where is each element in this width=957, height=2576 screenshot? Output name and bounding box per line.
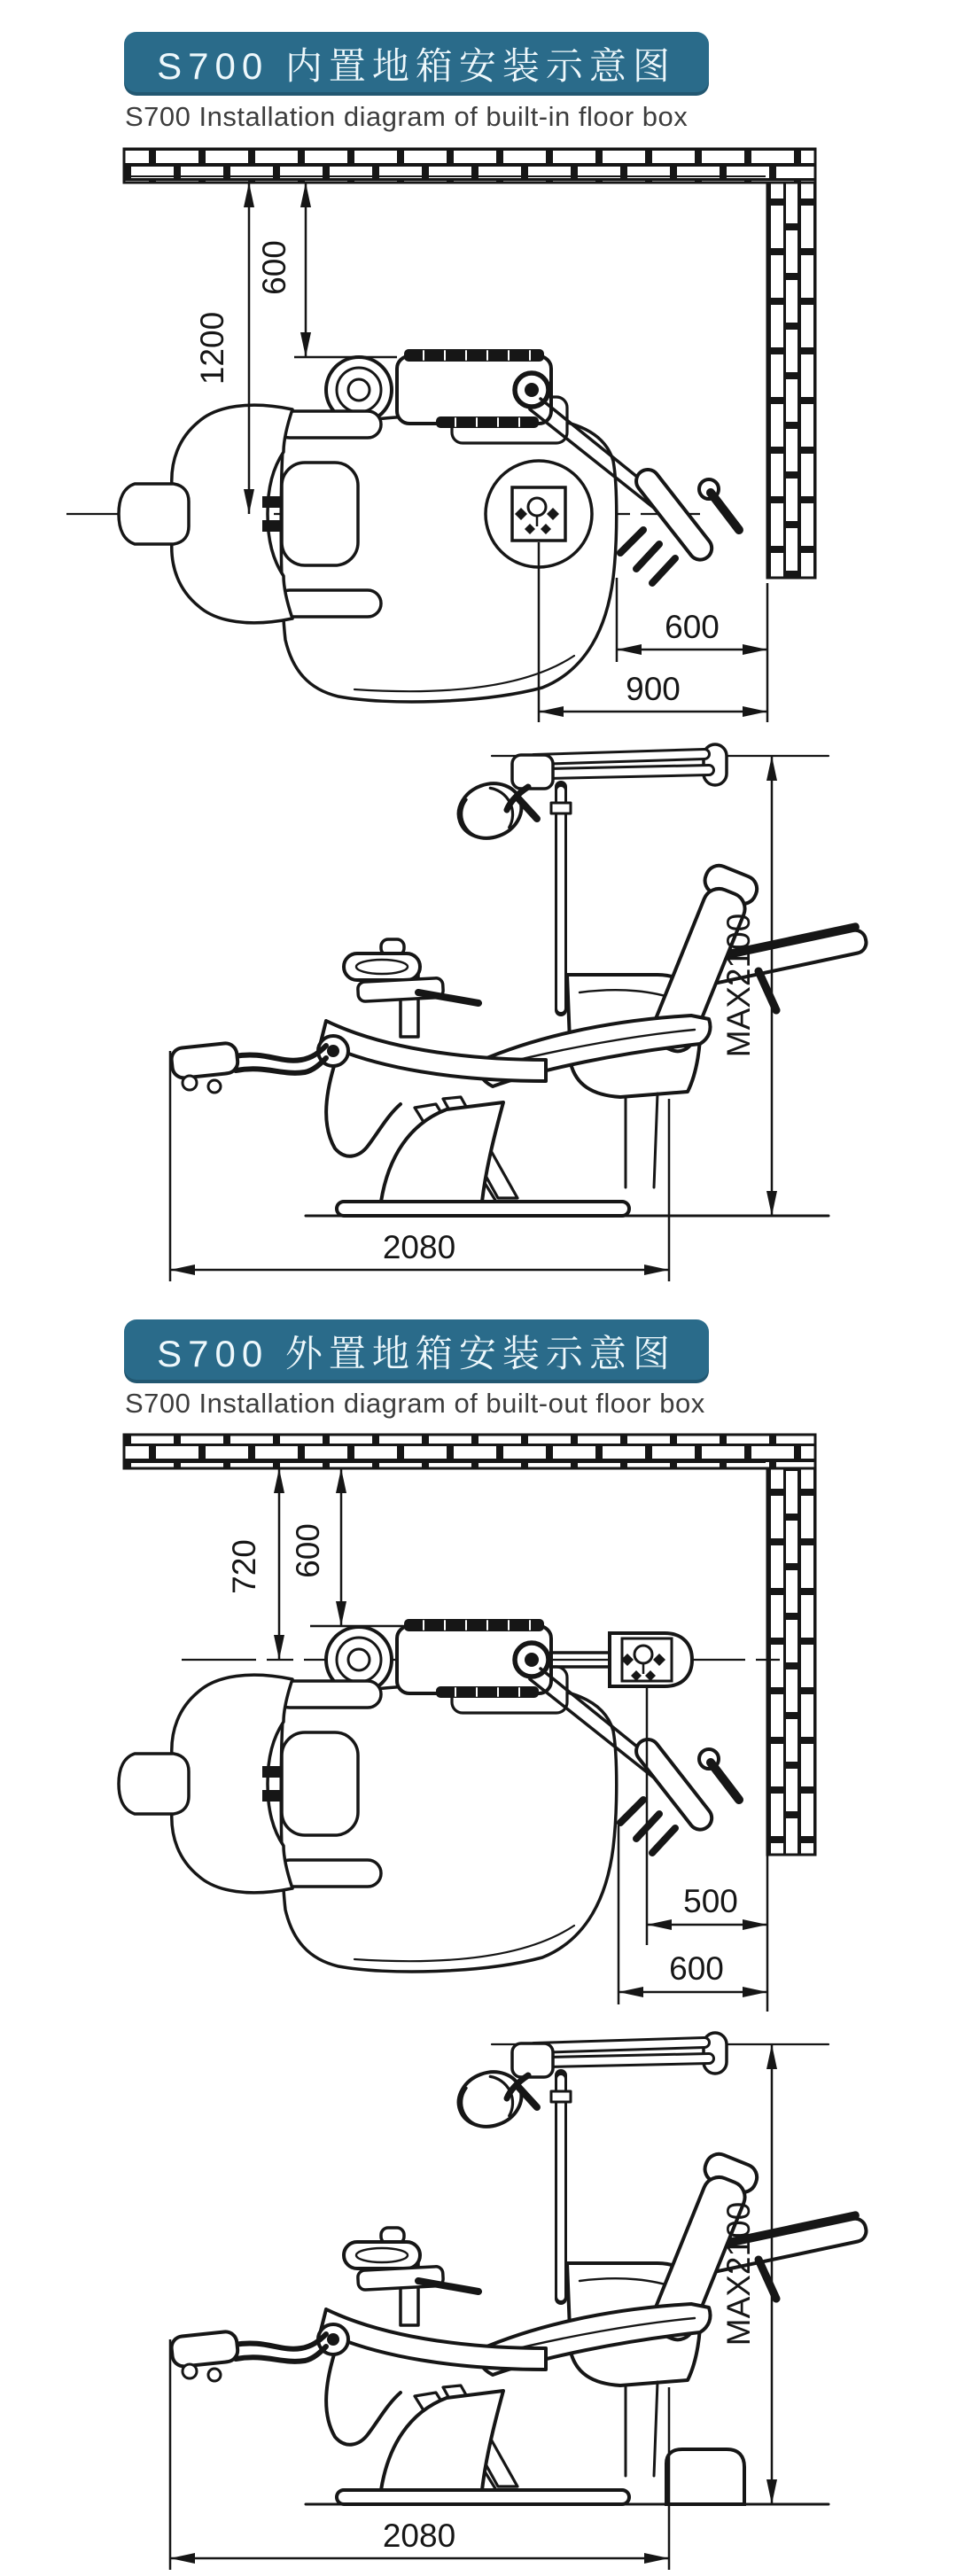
dim-edge-to-wall-1: 600 [665, 609, 720, 645]
dim-length-1: 2080 [382, 1229, 456, 1265]
diagram-built-in-side-view [170, 744, 868, 1281]
chair-side-view [170, 744, 868, 1216]
dim-box-to-wall-2: 500 [683, 1883, 738, 1919]
banner-title-text: S700 外置地箱安装示意图 [157, 1333, 676, 1374]
dim-length-2: 2080 [382, 2518, 456, 2554]
diagram-built-in-top-view [66, 149, 815, 722]
dim-edge-to-wall-2: 600 [669, 1950, 724, 1987]
title-banner-built-in [124, 32, 709, 96]
dim-wall-to-center-1: 1200 [194, 311, 230, 385]
external-floor-box-side [666, 2449, 744, 2504]
dim-box-to-wall-1: 900 [626, 671, 681, 707]
subtitle-built-out: S700 Installation diagram of built-out floor box [125, 1388, 705, 1419]
dim-max-height-1: MAX2100 [720, 913, 757, 1058]
dim-wall-to-unit-1: 600 [256, 240, 292, 295]
chair-side-view-2 [170, 2033, 868, 2504]
dim-wall-to-center-2: 720 [226, 1539, 262, 1594]
diagram-built-out-top-view [119, 1435, 815, 2012]
dim-max-height-2: MAX2100 [720, 2201, 757, 2346]
banner-title-text: S700 内置地箱安装示意图 [157, 45, 676, 87]
diagram-built-out-side-view [170, 2033, 868, 2570]
dim-wall-to-unit-2: 600 [290, 1523, 326, 1578]
subtitle-built-in: S700 Installation diagram of built-in floor box [125, 101, 689, 132]
title-banner-built-out [124, 1319, 709, 1383]
